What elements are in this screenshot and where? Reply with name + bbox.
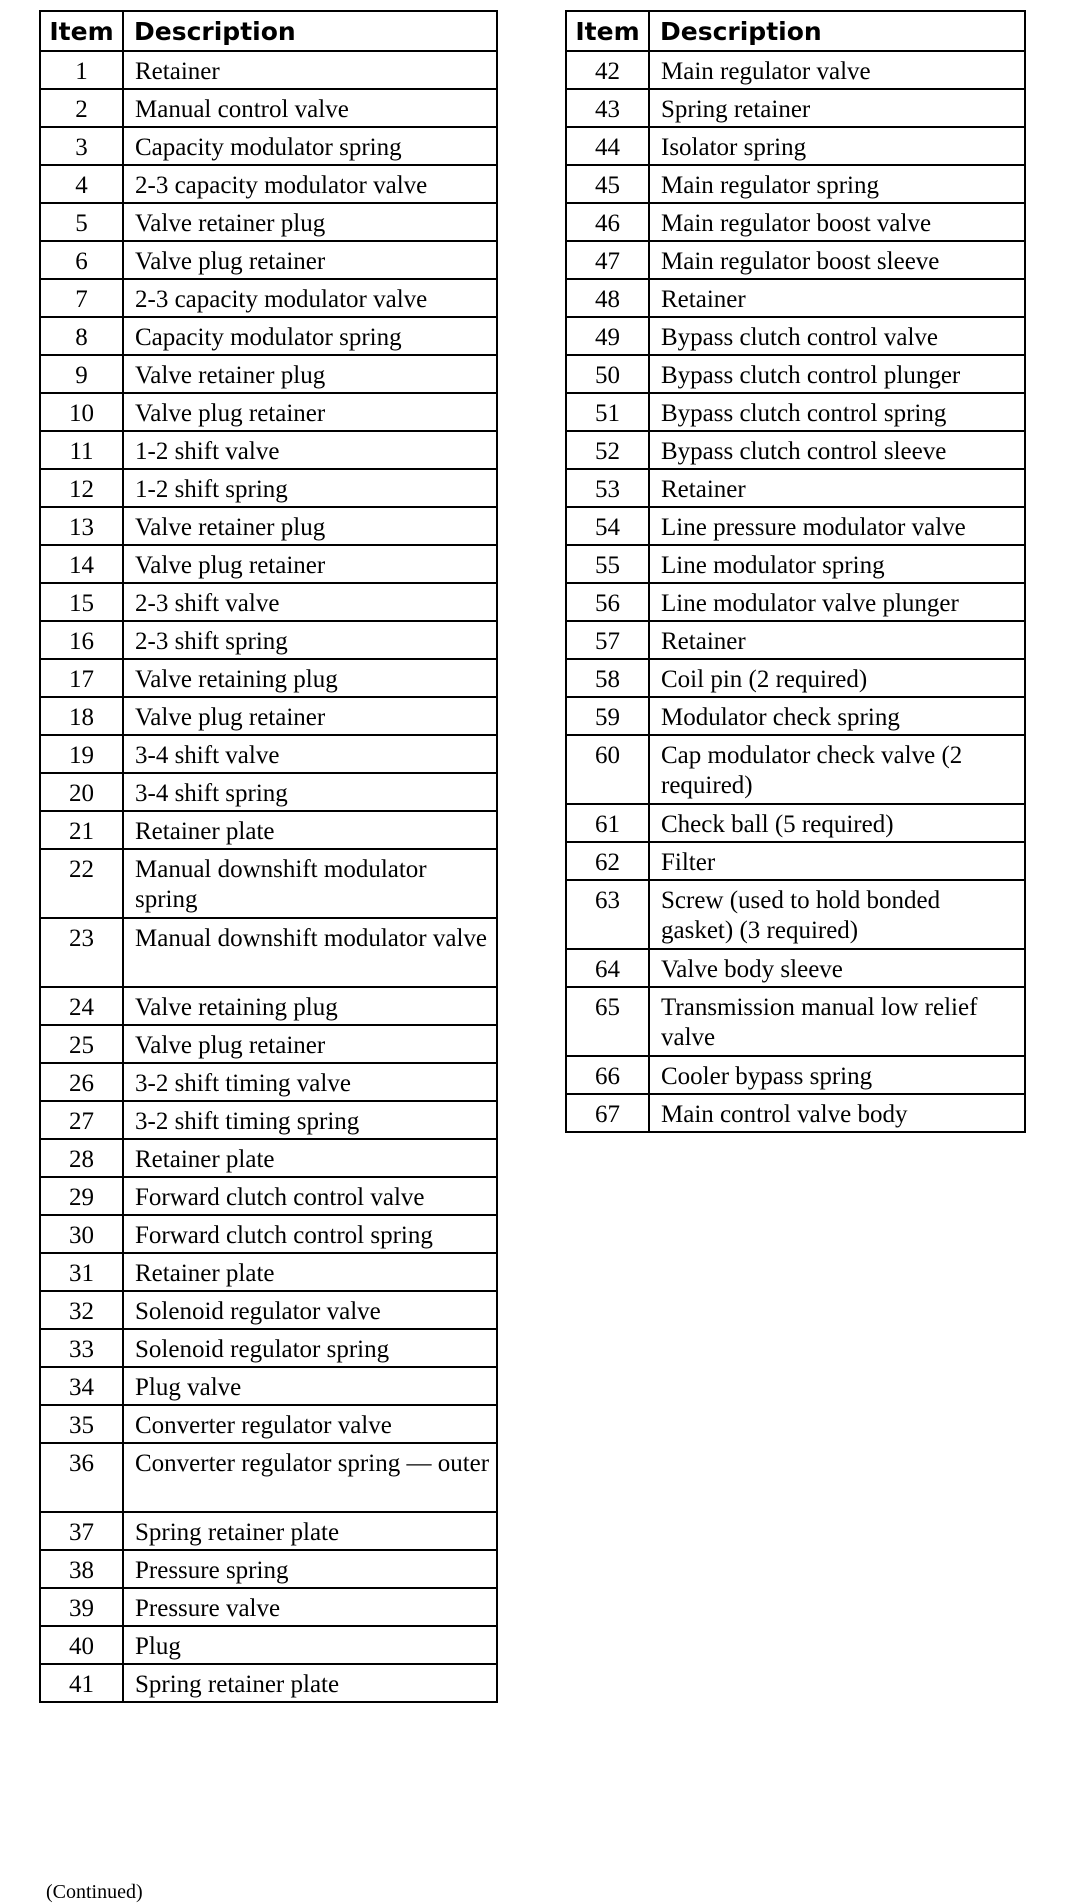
parts-table-right <box>565 10 1026 1133</box>
table-row <box>40 811 497 849</box>
item-description-cell: Bypass clutch control spring <box>649 393 1025 431</box>
item-number-cell: 11 <box>40 431 123 469</box>
item-description-cell: Valve retainer plug <box>123 203 497 241</box>
table-row <box>40 1550 497 1588</box>
table-row <box>566 987 1025 1056</box>
table-row <box>566 697 1025 735</box>
table-row <box>40 918 497 987</box>
item-number-cell: 66 <box>566 1056 649 1094</box>
item-description-cell: Valve plug retainer <box>123 1025 497 1063</box>
item-description-cell: Manual downshift modulator spring <box>123 849 497 918</box>
item-description-cell: Retainer <box>649 279 1025 317</box>
item-description-cell: Solenoid regulator spring <box>123 1329 497 1367</box>
item-description-cell: Valve retaining plug <box>123 659 497 697</box>
table-row <box>566 949 1025 987</box>
item-description-cell: Valve plug retainer <box>123 545 497 583</box>
item-number-cell: 24 <box>40 987 123 1025</box>
item-number-cell: 26 <box>40 1063 123 1101</box>
item-number-cell: 34 <box>40 1367 123 1405</box>
item-number-cell: 32 <box>40 1291 123 1329</box>
table-row <box>40 507 497 545</box>
item-description-cell: Retainer plate <box>123 1139 497 1177</box>
item-description-cell: Line pressure modulator valve <box>649 507 1025 545</box>
table-row <box>40 165 497 203</box>
table-row <box>40 317 497 355</box>
item-description-cell: Main regulator boost sleeve <box>649 241 1025 279</box>
item-number-cell: 35 <box>40 1405 123 1443</box>
item-number-cell: 48 <box>566 279 649 317</box>
table-row <box>566 127 1025 165</box>
table-row <box>40 1329 497 1367</box>
item-number-cell: 46 <box>566 203 649 241</box>
item-description-cell: 2-3 shift spring <box>123 621 497 659</box>
item-number-cell: 49 <box>566 317 649 355</box>
table-row <box>40 1291 497 1329</box>
table-row <box>40 1405 497 1443</box>
item-description-cell: 2-3 shift valve <box>123 583 497 621</box>
item-description-cell: Retainer plate <box>123 1253 497 1291</box>
item-number-cell: 15 <box>40 583 123 621</box>
item-description-cell: 3-4 shift valve <box>123 735 497 773</box>
item-number-cell: 19 <box>40 735 123 773</box>
table-row <box>40 1664 497 1702</box>
item-number-cell: 8 <box>40 317 123 355</box>
item-number-cell: 36 <box>40 1443 123 1512</box>
table-row <box>40 849 497 918</box>
table-row <box>566 51 1025 89</box>
item-description-cell: Isolator spring <box>649 127 1025 165</box>
item-number-cell: 37 <box>40 1512 123 1550</box>
table-row <box>40 1177 497 1215</box>
table-row <box>40 203 497 241</box>
table-row <box>40 355 497 393</box>
table-row <box>40 393 497 431</box>
table-header-row <box>40 11 497 51</box>
item-number-cell: 12 <box>40 469 123 507</box>
item-description-cell: Valve retaining plug <box>123 987 497 1025</box>
item-number-cell: 40 <box>40 1626 123 1664</box>
item-description-cell: Retainer <box>649 469 1025 507</box>
item-description-cell: Pressure valve <box>123 1588 497 1626</box>
table-row <box>40 241 497 279</box>
table-row <box>566 1094 1025 1132</box>
item-number-cell: 57 <box>566 621 649 659</box>
item-number-cell: 53 <box>566 469 649 507</box>
item-number-cell: 54 <box>566 507 649 545</box>
item-number-cell: 3 <box>40 127 123 165</box>
item-number-cell: 39 <box>40 1588 123 1626</box>
table-row <box>566 842 1025 880</box>
table-row <box>566 735 1025 804</box>
item-description-cell: Plug <box>123 1626 497 1664</box>
item-description-cell: Retainer <box>123 51 497 89</box>
table-row <box>40 1063 497 1101</box>
item-description-cell: Pressure spring <box>123 1550 497 1588</box>
item-number-cell: 61 <box>566 804 649 842</box>
item-number-cell: 31 <box>40 1253 123 1291</box>
item-number-cell: 42 <box>566 51 649 89</box>
item-number-cell: 17 <box>40 659 123 697</box>
item-description-cell: Manual control valve <box>123 89 497 127</box>
item-number-cell: 33 <box>40 1329 123 1367</box>
item-number-cell: 45 <box>566 165 649 203</box>
item-description-cell: 1-2 shift valve <box>123 431 497 469</box>
table-row <box>566 89 1025 127</box>
item-number-cell: 30 <box>40 1215 123 1253</box>
table-row <box>40 1139 497 1177</box>
table-row <box>40 127 497 165</box>
item-number-cell: 50 <box>566 355 649 393</box>
item-number-cell: 25 <box>40 1025 123 1063</box>
item-description-cell: Main regulator valve <box>649 51 1025 89</box>
item-number-cell: 21 <box>40 811 123 849</box>
item-description-cell: Coil pin (2 required) <box>649 659 1025 697</box>
item-description-cell: Main regulator boost valve <box>649 203 1025 241</box>
description-column-header: Description <box>123 11 497 51</box>
table-row <box>40 987 497 1025</box>
item-description-cell: Screw (used to hold bonded gasket) (3 required) <box>649 880 1025 949</box>
table-row <box>566 355 1025 393</box>
item-description-cell: Valve plug retainer <box>123 241 497 279</box>
table-row <box>40 1253 497 1291</box>
table-row <box>566 659 1025 697</box>
item-description-cell: Filter <box>649 842 1025 880</box>
item-description-cell: Main regulator spring <box>649 165 1025 203</box>
table-row <box>40 583 497 621</box>
item-number-cell: 51 <box>566 393 649 431</box>
table-row <box>40 1443 497 1512</box>
table-header-row <box>566 11 1025 51</box>
item-number-cell: 10 <box>40 393 123 431</box>
item-number-cell: 47 <box>566 241 649 279</box>
item-description-cell: Valve retainer plug <box>123 507 497 545</box>
item-number-cell: 4 <box>40 165 123 203</box>
item-number-cell: 55 <box>566 545 649 583</box>
item-description-cell: Line modulator spring <box>649 545 1025 583</box>
item-description-cell: Modulator check spring <box>649 697 1025 735</box>
item-number-cell: 9 <box>40 355 123 393</box>
item-number-cell: 23 <box>40 918 123 987</box>
item-number-cell: 28 <box>40 1139 123 1177</box>
table-row <box>40 545 497 583</box>
table-row <box>566 241 1025 279</box>
item-number-cell: 62 <box>566 842 649 880</box>
table-row <box>40 1512 497 1550</box>
table-row <box>40 659 497 697</box>
table-row <box>40 89 497 127</box>
item-description-cell: Spring retainer plate <box>123 1512 497 1550</box>
item-description-cell: Forward clutch control valve <box>123 1177 497 1215</box>
table-row <box>40 1626 497 1664</box>
table-row <box>40 1025 497 1063</box>
continued-note: (Continued) <box>46 1881 143 1903</box>
item-description-cell: Converter regulator spring — outer <box>123 1443 497 1512</box>
table-row <box>566 1056 1025 1094</box>
item-number-cell: 63 <box>566 880 649 949</box>
item-description-cell: Valve body sleeve <box>649 949 1025 987</box>
item-number-cell: 16 <box>40 621 123 659</box>
item-number-cell: 18 <box>40 697 123 735</box>
table-row <box>566 393 1025 431</box>
item-description-cell: Bypass clutch control plunger <box>649 355 1025 393</box>
item-description-cell: 3-2 shift timing valve <box>123 1063 497 1101</box>
table-row <box>40 1367 497 1405</box>
table-row <box>566 880 1025 949</box>
table-row <box>40 1101 497 1139</box>
item-description-cell: Main control valve body <box>649 1094 1025 1132</box>
table-row <box>566 507 1025 545</box>
item-description-cell: Valve plug retainer <box>123 393 497 431</box>
item-number-cell: 6 <box>40 241 123 279</box>
item-description-cell: Solenoid regulator valve <box>123 1291 497 1329</box>
item-description-cell: Valve plug retainer <box>123 697 497 735</box>
item-number-cell: 64 <box>566 949 649 987</box>
item-column-header: Item <box>566 11 649 51</box>
item-description-cell: Bypass clutch control sleeve <box>649 431 1025 469</box>
item-number-cell: 20 <box>40 773 123 811</box>
table-row <box>566 545 1025 583</box>
table-row <box>40 51 497 89</box>
item-description-cell: Converter regulator valve <box>123 1405 497 1443</box>
item-description-cell: Capacity modulator spring <box>123 317 497 355</box>
table-row <box>40 469 497 507</box>
item-number-cell: 7 <box>40 279 123 317</box>
item-number-cell: 5 <box>40 203 123 241</box>
item-number-cell: 13 <box>40 507 123 545</box>
item-description-cell: Forward clutch control spring <box>123 1215 497 1253</box>
parts-table-left <box>39 10 498 1703</box>
table-row <box>566 203 1025 241</box>
item-description-cell: Manual downshift modulator valve <box>123 918 497 987</box>
item-number-cell: 29 <box>40 1177 123 1215</box>
item-description-cell: Bypass clutch control valve <box>649 317 1025 355</box>
item-description-cell: Check ball (5 required) <box>649 804 1025 842</box>
item-number-cell: 65 <box>566 987 649 1056</box>
item-description-cell: Spring retainer <box>649 89 1025 127</box>
item-number-cell: 38 <box>40 1550 123 1588</box>
item-description-cell: Spring retainer plate <box>123 1664 497 1702</box>
item-description-cell: 3-2 shift timing spring <box>123 1101 497 1139</box>
item-description-cell: Cooler bypass spring <box>649 1056 1025 1094</box>
item-number-cell: 1 <box>40 51 123 89</box>
item-number-cell: 22 <box>40 849 123 918</box>
table-row <box>40 1215 497 1253</box>
item-description-cell: 2-3 capacity modulator valve <box>123 279 497 317</box>
table-row <box>566 279 1025 317</box>
table-row <box>566 621 1025 659</box>
item-description-cell: Transmission manual low relief valve <box>649 987 1025 1056</box>
item-column-header: Item <box>40 11 123 51</box>
item-description-cell: 3-4 shift spring <box>123 773 497 811</box>
item-number-cell: 41 <box>40 1664 123 1702</box>
item-number-cell: 52 <box>566 431 649 469</box>
item-description-cell: 2-3 capacity modulator valve <box>123 165 497 203</box>
table-row <box>40 279 497 317</box>
item-description-cell: Line modulator valve plunger <box>649 583 1025 621</box>
table-row <box>566 469 1025 507</box>
item-number-cell: 67 <box>566 1094 649 1132</box>
item-description-cell: Plug valve <box>123 1367 497 1405</box>
item-description-cell: Cap modulator check valve (2 required) <box>649 735 1025 804</box>
item-description-cell: Retainer <box>649 621 1025 659</box>
description-column-header: Description <box>649 11 1025 51</box>
table-row <box>566 165 1025 203</box>
item-number-cell: 14 <box>40 545 123 583</box>
item-number-cell: 58 <box>566 659 649 697</box>
table-row <box>566 804 1025 842</box>
item-number-cell: 27 <box>40 1101 123 1139</box>
item-description-cell: Capacity modulator spring <box>123 127 497 165</box>
table-row <box>40 735 497 773</box>
item-number-cell: 2 <box>40 89 123 127</box>
item-number-cell: 44 <box>566 127 649 165</box>
table-row <box>40 621 497 659</box>
table-row <box>40 697 497 735</box>
table-row <box>40 1588 497 1626</box>
table-row <box>566 317 1025 355</box>
item-number-cell: 43 <box>566 89 649 127</box>
table-row <box>40 431 497 469</box>
item-description-cell: Valve retainer plug <box>123 355 497 393</box>
table-row <box>566 431 1025 469</box>
table-row <box>40 773 497 811</box>
item-description-cell: 1-2 shift spring <box>123 469 497 507</box>
table-row <box>566 583 1025 621</box>
item-number-cell: 59 <box>566 697 649 735</box>
item-description-cell: Retainer plate <box>123 811 497 849</box>
item-number-cell: 56 <box>566 583 649 621</box>
item-number-cell: 60 <box>566 735 649 804</box>
